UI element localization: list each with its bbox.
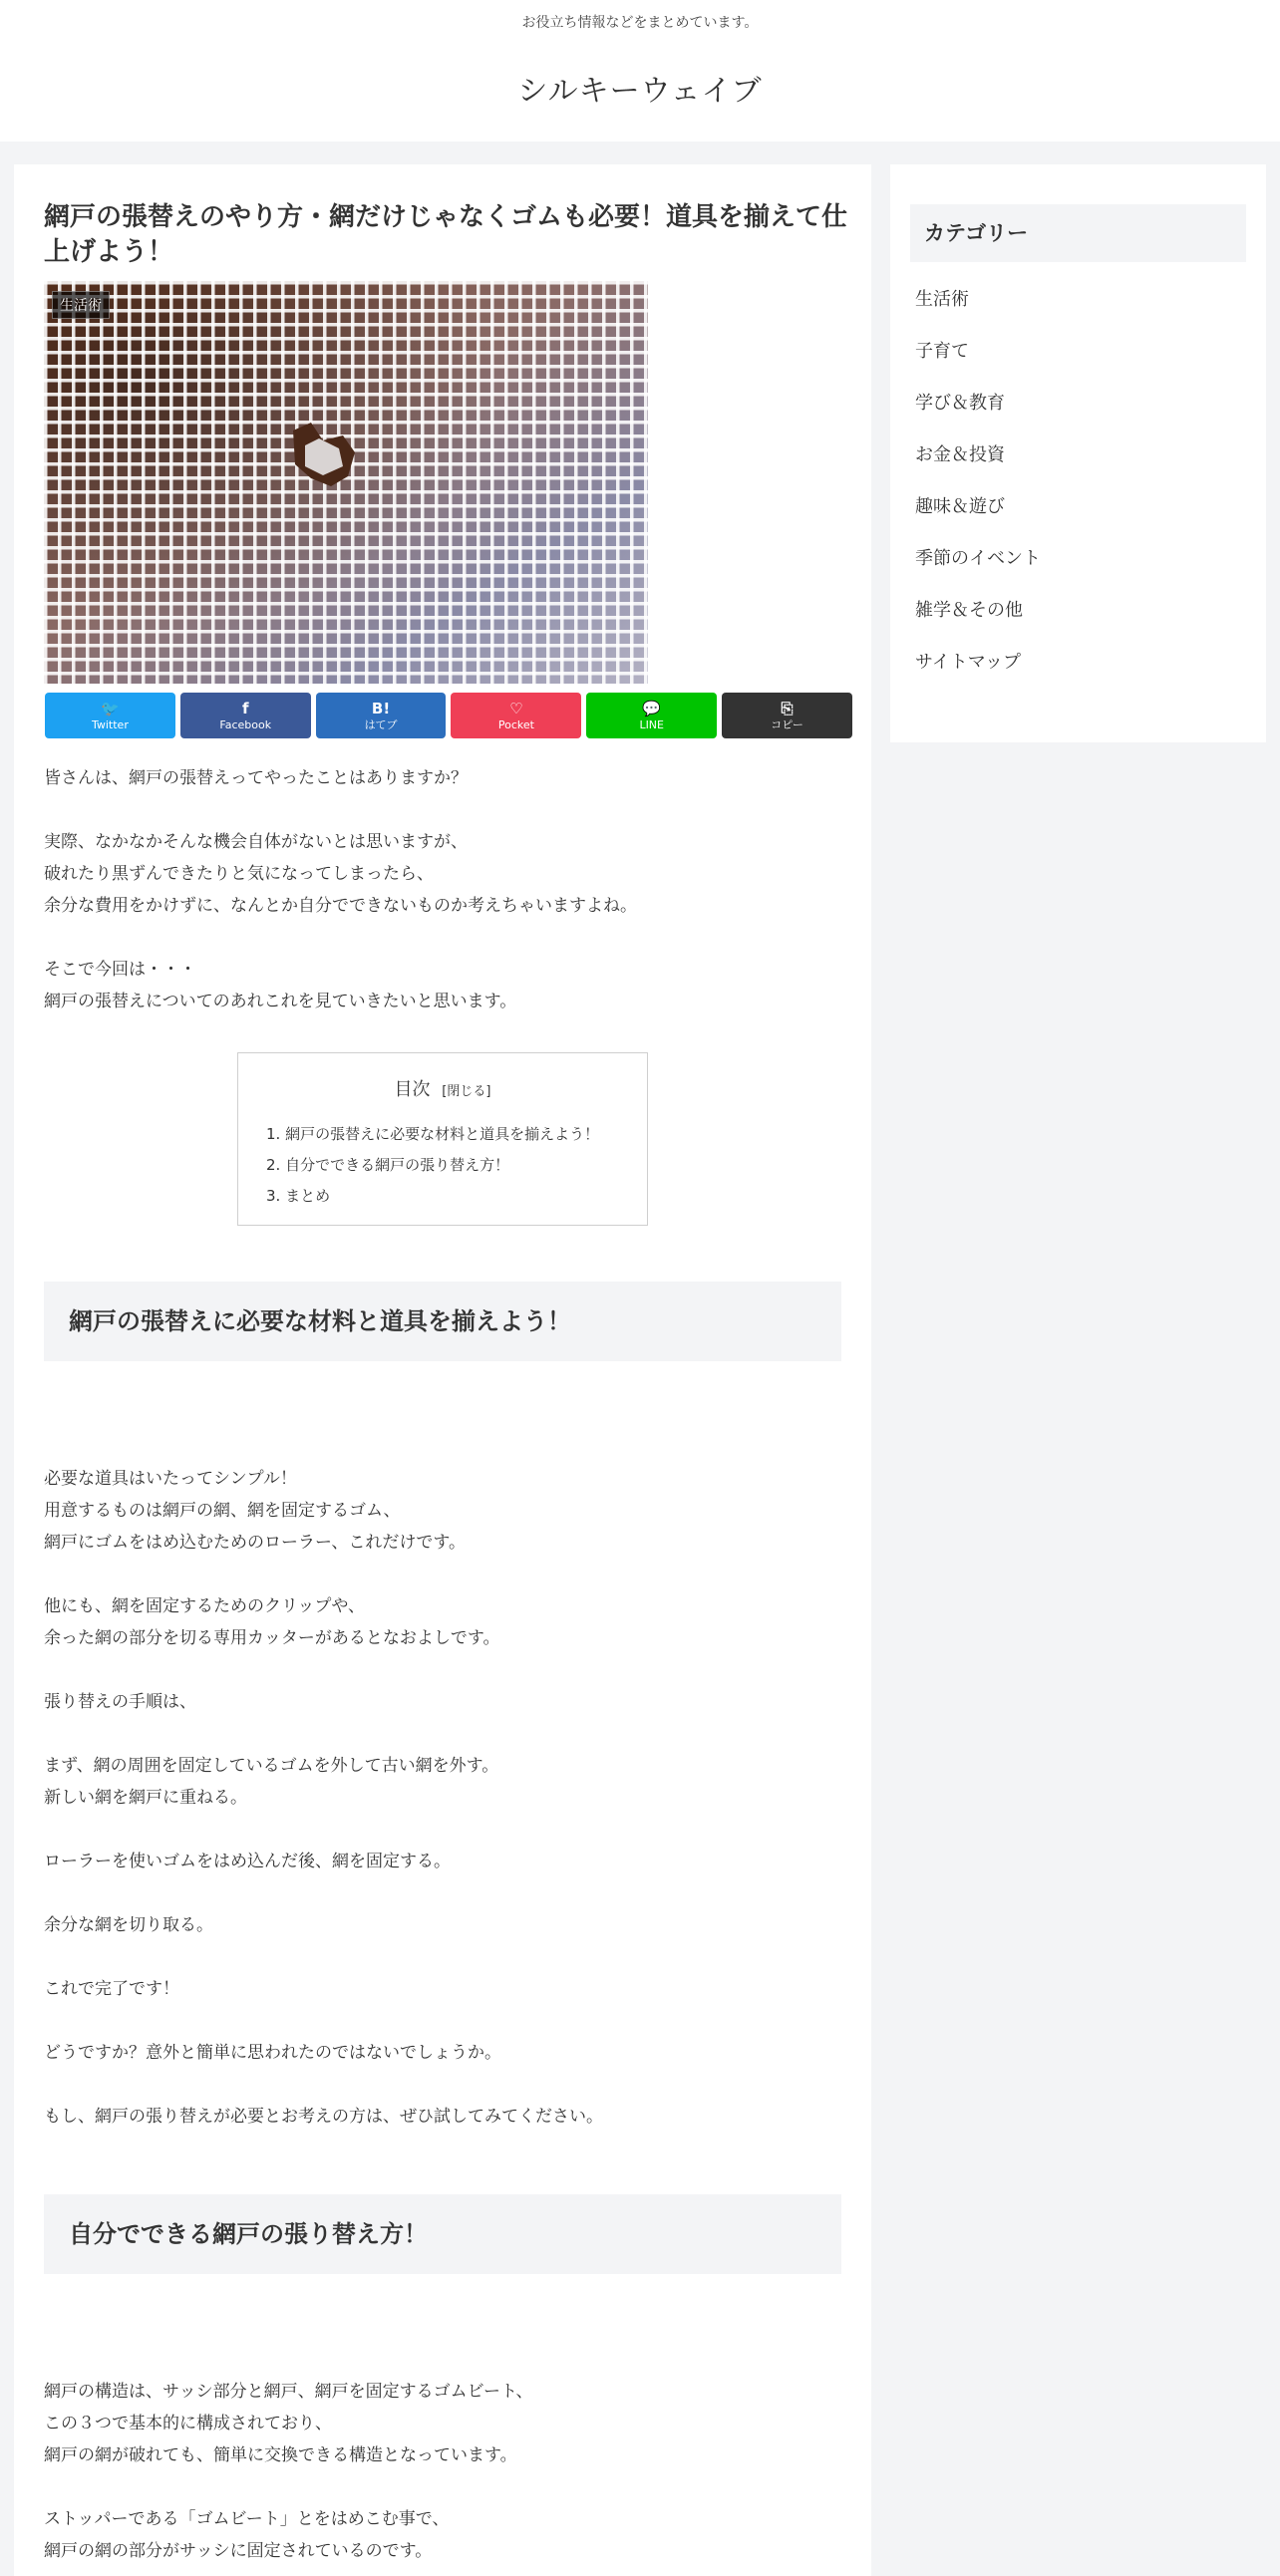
share-hatena-button[interactable] bbox=[316, 693, 447, 738]
toc-item[interactable]: 2. 自分でできる網戸の張り替え方！ bbox=[266, 1156, 510, 1174]
paragraph bbox=[44, 2005, 841, 2037]
section1-text bbox=[44, 1463, 841, 2133]
hatena-icon: B! bbox=[371, 699, 391, 717]
paragraph: そこで今回は・・・ bbox=[44, 960, 196, 980]
paragraph: この３つで基本的に構成されており、 bbox=[44, 2414, 332, 2433]
paragraph: 張り替えの手順は、 bbox=[44, 1692, 196, 1712]
share-label: Facebook bbox=[219, 717, 272, 731]
toc-list bbox=[266, 1119, 599, 1212]
pocket-icon: ♡ bbox=[509, 699, 523, 717]
paragraph: もし、網戸の張り替えが必要とお考えの方は、ぜひ試してみてください。 bbox=[44, 2107, 603, 2127]
sidebar bbox=[890, 164, 1266, 742]
category-item[interactable]: 子育て bbox=[915, 341, 969, 362]
paragraph: 網戸の張替えについてのあれこれを見ていきたいと思います。 bbox=[44, 992, 517, 1011]
toc-title: 目次 bbox=[394, 1079, 431, 1100]
paragraph bbox=[44, 2471, 841, 2503]
category-item[interactable]: 季節のイベント bbox=[915, 548, 1041, 569]
paragraph: 実際、なかなかそんな機会自体がないとは思いますが、 bbox=[44, 832, 468, 852]
share-label: はてブ bbox=[364, 717, 398, 731]
site-title-link[interactable]: シルキーウェイブ bbox=[517, 74, 763, 109]
paragraph bbox=[44, 794, 841, 826]
twitter-icon: 🐦 bbox=[101, 699, 120, 717]
site-tagline: お役立ち情報などをまとめています。 bbox=[521, 15, 759, 31]
copy-icon: ⎘ bbox=[781, 699, 794, 717]
share-buttons bbox=[45, 693, 852, 738]
eyecatch-image bbox=[44, 281, 648, 684]
line-icon: 💬 bbox=[642, 699, 662, 717]
paragraph: 破れたり黒ずんできたりと気になってしまったら、 bbox=[44, 864, 434, 884]
category-item[interactable]: 趣味＆遊び bbox=[915, 496, 1005, 517]
paragraph: 必要な道具はいたってシンプル！ bbox=[44, 1469, 297, 1489]
section-heading-materials: 網戸の張替えに必要な材料と道具を揃えよう！ bbox=[44, 1282, 841, 1361]
paragraph: ローラーを使いゴムをはめ込んだ後、網を固定する。 bbox=[44, 1852, 451, 1871]
paragraph: 皆さんは、網戸の張替えってやったことはありますか？ bbox=[44, 768, 468, 788]
share-label: コピー bbox=[771, 717, 803, 731]
share-facebook-button[interactable] bbox=[180, 693, 311, 738]
toc-toggle-button[interactable]: [閉じる] bbox=[442, 1084, 491, 1099]
paragraph: ストッパーである「ゴムビート」とをはめこむ事で、 bbox=[44, 2509, 450, 2529]
facebook-icon: f bbox=[241, 699, 249, 717]
share-label: LINE bbox=[639, 717, 664, 731]
paragraph bbox=[44, 1654, 841, 1686]
share-label: Twitter bbox=[91, 717, 129, 731]
paragraph: 網戸の網の部分がサッシに固定されているのです。 bbox=[44, 2541, 433, 2561]
share-pocket-button[interactable] bbox=[451, 693, 581, 738]
paragraph bbox=[44, 1877, 841, 1909]
paragraph: 網戸にゴムをはめ込むためのローラー、これだけです。 bbox=[44, 1533, 466, 1553]
article-title: 網戸の張替えのやり方・網だけじゃなくゴムも必要！道具を揃えて仕上げよう！ bbox=[44, 202, 848, 268]
paragraph bbox=[44, 2069, 841, 2101]
section-heading-howto: 自分でできる網戸の張り替え方！ bbox=[44, 2194, 841, 2274]
paragraph bbox=[44, 1941, 841, 1973]
toc-header bbox=[238, 1075, 647, 1101]
main-content bbox=[14, 164, 871, 2576]
category-widget-title: カテゴリー bbox=[910, 204, 1246, 262]
intro-text bbox=[44, 762, 841, 1017]
paragraph bbox=[44, 1559, 841, 1590]
share-copy-button[interactable] bbox=[722, 693, 852, 738]
paragraph: 余分な網を切り取る。 bbox=[44, 1915, 213, 1935]
toc-item[interactable]: 3. まとめ bbox=[266, 1187, 331, 1205]
paragraph: 余った網の部分を切る専用カッターがあるとなおよしです。 bbox=[44, 1628, 500, 1648]
paragraph: これで完了です！ bbox=[44, 1979, 179, 1999]
paragraph: 他にも、網を固定するためのクリップや、 bbox=[44, 1596, 365, 1616]
share-label: Pocket bbox=[497, 717, 534, 731]
paragraph: どうですか？意外と簡単に思われたのではないでしょうか。 bbox=[44, 2043, 501, 2063]
section2-text bbox=[44, 2376, 841, 2567]
category-list bbox=[915, 286, 1041, 701]
share-twitter-button[interactable] bbox=[45, 693, 175, 738]
category-item[interactable]: 生活術 bbox=[915, 289, 969, 310]
paragraph: 網戸の構造は、サッシ部分と網戸、網戸を固定するゴムビート、 bbox=[44, 2382, 533, 2402]
site-header bbox=[0, 0, 1280, 142]
category-item[interactable]: 雑学＆その他 bbox=[915, 600, 1023, 621]
paragraph bbox=[44, 922, 841, 954]
category-item[interactable]: サイトマップ bbox=[915, 652, 1022, 673]
paragraph bbox=[44, 1814, 841, 1846]
paragraph bbox=[44, 1718, 841, 1750]
paragraph: まず、網の周囲を固定しているゴムを外して古い網を外す。 bbox=[44, 1756, 499, 1776]
category-item[interactable]: お金＆投資 bbox=[915, 444, 1005, 465]
paragraph: 余分な費用をかけずに、なんとか自分でできないものか考えちゃいますよね。 bbox=[44, 896, 637, 916]
category-label[interactable]: 生活術 bbox=[52, 291, 110, 319]
table-of-contents bbox=[237, 1052, 648, 1226]
category-item[interactable]: 学び＆教育 bbox=[915, 393, 1005, 414]
toc-item[interactable]: 1. 網戸の張替えに必要な材料と道具を揃えよう！ bbox=[266, 1125, 600, 1143]
share-line-button[interactable] bbox=[586, 693, 717, 738]
paragraph: 新しい網を網戸に重ねる。 bbox=[44, 1788, 247, 1808]
paragraph: 用意するものは網戸の網、網を固定するゴム、 bbox=[44, 1501, 401, 1521]
paragraph: 網戸の網が破れても、簡単に交換できる構造となっています。 bbox=[44, 2445, 517, 2465]
